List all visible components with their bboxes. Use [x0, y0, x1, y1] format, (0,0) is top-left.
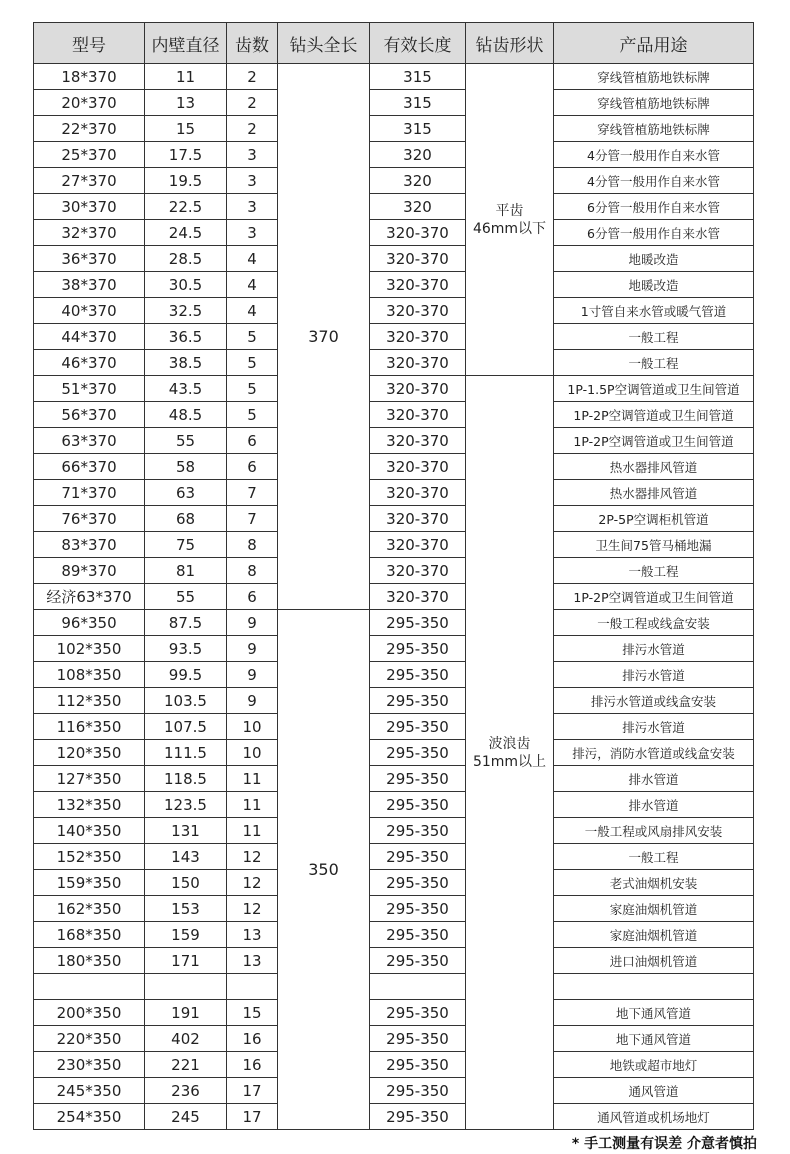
- table-row: [34, 688, 754, 714]
- cell-model: 220*350: [34, 1026, 145, 1052]
- cell-inner-diameter: 159: [145, 922, 227, 948]
- cell-inner-diameter: 28.5: [145, 246, 227, 272]
- table-row: [34, 610, 754, 636]
- cell-usage: 地下通风管道: [554, 1026, 754, 1052]
- cell-effective-length: 295-350: [370, 1052, 466, 1078]
- cell-model: 30*370: [34, 194, 145, 220]
- table-row: [34, 922, 754, 948]
- cell-inner-diameter: 150: [145, 870, 227, 896]
- cell-model: 32*370: [34, 220, 145, 246]
- tooth-shape-range: 46mm以下: [472, 220, 547, 237]
- cell-usage: 排污水管道: [554, 636, 754, 662]
- cell-inner-diameter: 15: [145, 116, 227, 142]
- cell-effective-length: 295-350: [370, 1000, 466, 1026]
- cell-usage: 1P-2P空调管道或卫生间管道: [554, 402, 754, 428]
- cell-usage: 家庭油烟机管道: [554, 922, 754, 948]
- cell-usage: 1寸管自来水管或暖气管道: [554, 298, 754, 324]
- cell-model: 22*370: [34, 116, 145, 142]
- cell-usage: 家庭油烟机管道: [554, 896, 754, 922]
- cell-usage: [554, 974, 754, 1000]
- table-row: [34, 168, 754, 194]
- table-row: [34, 246, 754, 272]
- cell-teeth: 11: [227, 792, 278, 818]
- cell-effective-length: 295-350: [370, 740, 466, 766]
- table-row: [34, 974, 754, 1000]
- table-row: [34, 506, 754, 532]
- table-row: [34, 428, 754, 454]
- cell-usage: 排污水管道: [554, 662, 754, 688]
- cell-teeth: 3: [227, 168, 278, 194]
- cell-teeth: 3: [227, 142, 278, 168]
- cell-model: 102*350: [34, 636, 145, 662]
- cell-usage: 一般工程: [554, 558, 754, 584]
- cell-usage: 穿线管植筋地铁标牌: [554, 90, 754, 116]
- cell-inner-diameter: 24.5: [145, 220, 227, 246]
- cell-model: 254*350: [34, 1104, 145, 1130]
- cell-model: 63*370: [34, 428, 145, 454]
- cell-usage: 排污水管道或线盒安装: [554, 688, 754, 714]
- cell-effective-length: 295-350: [370, 844, 466, 870]
- cell-effective-length: 320-370: [370, 480, 466, 506]
- cell-inner-diameter: 19.5: [145, 168, 227, 194]
- cell-usage: 一般工程: [554, 350, 754, 376]
- cell-teeth: 17: [227, 1078, 278, 1104]
- cell-model: 112*350: [34, 688, 145, 714]
- cell-usage: 一般工程: [554, 844, 754, 870]
- cell-teeth: 2: [227, 116, 278, 142]
- cell-tooth-shape-flat: [466, 64, 554, 376]
- cell-model: 38*370: [34, 272, 145, 298]
- table-row: [34, 1078, 754, 1104]
- cell-model: 56*370: [34, 402, 145, 428]
- cell-model: 66*370: [34, 454, 145, 480]
- cell-effective-length: 320-370: [370, 246, 466, 272]
- cell-inner-diameter: 75: [145, 532, 227, 558]
- cell-effective-length: 295-350: [370, 896, 466, 922]
- cell-teeth: 8: [227, 558, 278, 584]
- cell-effective-length: 320: [370, 168, 466, 194]
- cell-inner-diameter: 63: [145, 480, 227, 506]
- cell-model: 120*350: [34, 740, 145, 766]
- cell-usage: 老式油烟机安装: [554, 870, 754, 896]
- cell-effective-length: 295-350: [370, 714, 466, 740]
- cell-usage: 4分管一般用作自来水管: [554, 142, 754, 168]
- cell-effective-length: 320-370: [370, 454, 466, 480]
- table-row: [34, 272, 754, 298]
- table-row: [34, 532, 754, 558]
- cell-model: 25*370: [34, 142, 145, 168]
- cell-model: 经济63*370: [34, 584, 145, 610]
- cell-inner-diameter: 103.5: [145, 688, 227, 714]
- cell-inner-diameter: 99.5: [145, 662, 227, 688]
- cell-usage: 一般工程或风扇排风安装: [554, 818, 754, 844]
- table-row: [34, 636, 754, 662]
- header-usage: 产品用途: [554, 23, 754, 64]
- cell-model: 108*350: [34, 662, 145, 688]
- cell-inner-diameter: 191: [145, 1000, 227, 1026]
- cell-effective-length: 320-370: [370, 532, 466, 558]
- cell-model: [34, 974, 145, 1000]
- table-row: [34, 376, 754, 402]
- cell-inner-diameter: 81: [145, 558, 227, 584]
- table-row: [34, 584, 754, 610]
- header-row: [34, 23, 754, 64]
- cell-effective-length: 320-370: [370, 428, 466, 454]
- cell-usage: 地暖改造: [554, 272, 754, 298]
- cell-effective-length: 295-350: [370, 636, 466, 662]
- cell-model: 159*350: [34, 870, 145, 896]
- cell-inner-diameter: 87.5: [145, 610, 227, 636]
- table-row: [34, 402, 754, 428]
- cell-inner-diameter: 123.5: [145, 792, 227, 818]
- cell-model: 116*350: [34, 714, 145, 740]
- cell-usage: 排污，消防水管道或线盒安装: [554, 740, 754, 766]
- cell-model: 152*350: [34, 844, 145, 870]
- table-row: [34, 948, 754, 974]
- cell-usage: 4分管一般用作自来水管: [554, 168, 754, 194]
- cell-model: 127*350: [34, 766, 145, 792]
- cell-usage: 通风管道: [554, 1078, 754, 1104]
- drill-spec-table: [33, 22, 754, 1130]
- cell-model: 132*350: [34, 792, 145, 818]
- cell-effective-length: 295-350: [370, 662, 466, 688]
- cell-inner-diameter: 30.5: [145, 272, 227, 298]
- cell-usage: 进口油烟机管道: [554, 948, 754, 974]
- table-header: [34, 23, 754, 64]
- cell-model: 27*370: [34, 168, 145, 194]
- cell-effective-length: 320-370: [370, 506, 466, 532]
- cell-teeth: 5: [227, 350, 278, 376]
- cell-effective-length: 295-350: [370, 610, 466, 636]
- cell-teeth: 7: [227, 506, 278, 532]
- table-row: [34, 896, 754, 922]
- cell-teeth: 2: [227, 64, 278, 90]
- tooth-shape-name: 平齿: [495, 202, 524, 219]
- cell-inner-diameter: 107.5: [145, 714, 227, 740]
- cell-model: 51*370: [34, 376, 145, 402]
- cell-usage: 穿线管植筋地铁标牌: [554, 64, 754, 90]
- cell-inner-diameter: 55: [145, 428, 227, 454]
- cell-teeth: 9: [227, 688, 278, 714]
- cell-teeth: [227, 974, 278, 1000]
- cell-effective-length: 295-350: [370, 688, 466, 714]
- cell-teeth: 13: [227, 922, 278, 948]
- cell-usage: 1P-2P空调管道或卫生间管道: [554, 584, 754, 610]
- header-total-length: 钻头全长: [278, 23, 370, 64]
- cell-model: 180*350: [34, 948, 145, 974]
- cell-effective-length: 320-370: [370, 402, 466, 428]
- cell-effective-length: 295-350: [370, 1078, 466, 1104]
- cell-teeth: 11: [227, 818, 278, 844]
- cell-effective-length: 295-350: [370, 818, 466, 844]
- cell-inner-diameter: 221: [145, 1052, 227, 1078]
- cell-model: 18*370: [34, 64, 145, 90]
- cell-model: 76*370: [34, 506, 145, 532]
- cell-teeth: 12: [227, 844, 278, 870]
- table-row: [34, 324, 754, 350]
- cell-inner-diameter: 153: [145, 896, 227, 922]
- cell-usage: 穿线管植筋地铁标牌: [554, 116, 754, 142]
- cell-inner-diameter: 171: [145, 948, 227, 974]
- cell-teeth: 17: [227, 1104, 278, 1130]
- cell-effective-length: 320-370: [370, 272, 466, 298]
- table-row: [34, 350, 754, 376]
- cell-usage: 地下通风管道: [554, 1000, 754, 1026]
- table-row: [34, 766, 754, 792]
- cell-total-length-370: 370: [278, 64, 370, 610]
- cell-usage: 排污水管道: [554, 714, 754, 740]
- cell-effective-length: 320-370: [370, 350, 466, 376]
- cell-effective-length: 295-350: [370, 870, 466, 896]
- cell-inner-diameter: 111.5: [145, 740, 227, 766]
- table-row: [34, 792, 754, 818]
- cell-teeth: 6: [227, 584, 278, 610]
- cell-teeth: 13: [227, 948, 278, 974]
- cell-usage: 卫生间75管马桶地漏: [554, 532, 754, 558]
- cell-effective-length: 295-350: [370, 948, 466, 974]
- cell-usage: 排水管道: [554, 792, 754, 818]
- table-row: [34, 90, 754, 116]
- table-row: [34, 662, 754, 688]
- table-row: [34, 220, 754, 246]
- cell-effective-length: 295-350: [370, 792, 466, 818]
- cell-inner-diameter: 245: [145, 1104, 227, 1130]
- cell-teeth: 16: [227, 1026, 278, 1052]
- cell-model: 168*350: [34, 922, 145, 948]
- header-teeth: 齿数: [227, 23, 278, 64]
- cell-model: 20*370: [34, 90, 145, 116]
- cell-model: 140*350: [34, 818, 145, 844]
- cell-usage: 一般工程或线盒安装: [554, 610, 754, 636]
- cell-effective-length: 320-370: [370, 558, 466, 584]
- cell-effective-length: 295-350: [370, 1026, 466, 1052]
- cell-effective-length: [370, 974, 466, 1000]
- table-row: [34, 194, 754, 220]
- cell-inner-diameter: 58: [145, 454, 227, 480]
- cell-teeth: 12: [227, 896, 278, 922]
- cell-effective-length: 320-370: [370, 298, 466, 324]
- cell-usage: 热水器排风管道: [554, 480, 754, 506]
- header-inner-diameter: 内壁直径: [145, 23, 227, 64]
- cell-model: 40*370: [34, 298, 145, 324]
- cell-effective-length: 320-370: [370, 324, 466, 350]
- cell-teeth: 3: [227, 220, 278, 246]
- cell-teeth: 4: [227, 298, 278, 324]
- cell-teeth: 5: [227, 402, 278, 428]
- cell-effective-length: 320: [370, 194, 466, 220]
- cell-inner-diameter: 236: [145, 1078, 227, 1104]
- cell-teeth: 9: [227, 636, 278, 662]
- cell-inner-diameter: 131: [145, 818, 227, 844]
- cell-model: 200*350: [34, 1000, 145, 1026]
- cell-model: 89*370: [34, 558, 145, 584]
- cell-model: 83*370: [34, 532, 145, 558]
- cell-effective-length: 320-370: [370, 584, 466, 610]
- cell-effective-length: 320: [370, 142, 466, 168]
- cell-teeth: 8: [227, 532, 278, 558]
- cell-teeth: 9: [227, 610, 278, 636]
- cell-inner-diameter: 13: [145, 90, 227, 116]
- cell-usage: 排水管道: [554, 766, 754, 792]
- cell-usage: 热水器排风管道: [554, 454, 754, 480]
- cell-effective-length: 315: [370, 90, 466, 116]
- cell-inner-diameter: 38.5: [145, 350, 227, 376]
- cell-teeth: 6: [227, 454, 278, 480]
- header-effective-length: 有效长度: [370, 23, 466, 64]
- cell-teeth: 5: [227, 324, 278, 350]
- table-row: [34, 740, 754, 766]
- table-row: [34, 1052, 754, 1078]
- table-row: [34, 1104, 754, 1130]
- cell-inner-diameter: [145, 974, 227, 1000]
- cell-teeth: 5: [227, 376, 278, 402]
- cell-usage: 通风管道或机场地灯: [554, 1104, 754, 1130]
- cell-teeth: 10: [227, 714, 278, 740]
- table-row: [34, 1026, 754, 1052]
- cell-model: 44*370: [34, 324, 145, 350]
- cell-effective-length: 320-370: [370, 376, 466, 402]
- cell-inner-diameter: 143: [145, 844, 227, 870]
- cell-effective-length: 315: [370, 64, 466, 90]
- cell-model: 230*350: [34, 1052, 145, 1078]
- cell-usage: 1P-2P空调管道或卫生间管道: [554, 428, 754, 454]
- table-row: [34, 818, 754, 844]
- cell-inner-diameter: 118.5: [145, 766, 227, 792]
- table-row: [34, 844, 754, 870]
- cell-total-length-350: 350: [278, 610, 370, 1130]
- cell-teeth: 2: [227, 90, 278, 116]
- cell-model: 245*350: [34, 1078, 145, 1104]
- cell-usage: 地暖改造: [554, 246, 754, 272]
- cell-effective-length: 295-350: [370, 922, 466, 948]
- cell-usage: 2P-5P空调柜机管道: [554, 506, 754, 532]
- header-tooth-shape: 钻齿形状: [466, 23, 554, 64]
- cell-teeth: 12: [227, 870, 278, 896]
- table-row: [34, 454, 754, 480]
- cell-tooth-shape-wave: [466, 376, 554, 1130]
- cell-effective-length: 320-370: [370, 220, 466, 246]
- cell-inner-diameter: 43.5: [145, 376, 227, 402]
- table-row: [34, 480, 754, 506]
- tooth-shape-name: 波浪齿: [488, 735, 531, 752]
- cell-teeth: 6: [227, 428, 278, 454]
- cell-effective-length: 315: [370, 116, 466, 142]
- cell-usage: 6分管一般用作自来水管: [554, 220, 754, 246]
- cell-model: 162*350: [34, 896, 145, 922]
- cell-usage: 地铁或超市地灯: [554, 1052, 754, 1078]
- table-body: [34, 64, 754, 1130]
- cell-usage: 一般工程: [554, 324, 754, 350]
- table-row: [34, 116, 754, 142]
- cell-inner-diameter: 68: [145, 506, 227, 532]
- cell-inner-diameter: 36.5: [145, 324, 227, 350]
- cell-teeth: 7: [227, 480, 278, 506]
- cell-inner-diameter: 17.5: [145, 142, 227, 168]
- cell-teeth: 3: [227, 194, 278, 220]
- cell-inner-diameter: 32.5: [145, 298, 227, 324]
- cell-teeth: 11: [227, 766, 278, 792]
- cell-model: 36*370: [34, 246, 145, 272]
- cell-model: 71*370: [34, 480, 145, 506]
- cell-usage: 1P-1.5P空调管道或卫生间管道: [554, 376, 754, 402]
- cell-teeth: 4: [227, 246, 278, 272]
- cell-model: 46*370: [34, 350, 145, 376]
- table-row: [34, 64, 754, 90]
- cell-teeth: 15: [227, 1000, 278, 1026]
- cell-usage: 6分管一般用作自来水管: [554, 194, 754, 220]
- cell-inner-diameter: 402: [145, 1026, 227, 1052]
- table-row: [34, 714, 754, 740]
- table-row: [34, 558, 754, 584]
- cell-inner-diameter: 48.5: [145, 402, 227, 428]
- cell-model: 96*350: [34, 610, 145, 636]
- tooth-shape-range: 51mm以上: [472, 753, 547, 770]
- table-row: [34, 142, 754, 168]
- cell-inner-diameter: 55: [145, 584, 227, 610]
- cell-teeth: 10: [227, 740, 278, 766]
- cell-inner-diameter: 22.5: [145, 194, 227, 220]
- footer-note: * 手工测量有误差 介意者慎拍: [571, 1136, 757, 1152]
- cell-inner-diameter: 93.5: [145, 636, 227, 662]
- cell-effective-length: 295-350: [370, 766, 466, 792]
- cell-teeth: 4: [227, 272, 278, 298]
- table-row: [34, 1000, 754, 1026]
- table-row: [34, 298, 754, 324]
- cell-teeth: 9: [227, 662, 278, 688]
- header-model: 型号: [34, 23, 145, 64]
- table-row: [34, 870, 754, 896]
- cell-inner-diameter: 11: [145, 64, 227, 90]
- cell-teeth: 16: [227, 1052, 278, 1078]
- cell-effective-length: 295-350: [370, 1104, 466, 1130]
